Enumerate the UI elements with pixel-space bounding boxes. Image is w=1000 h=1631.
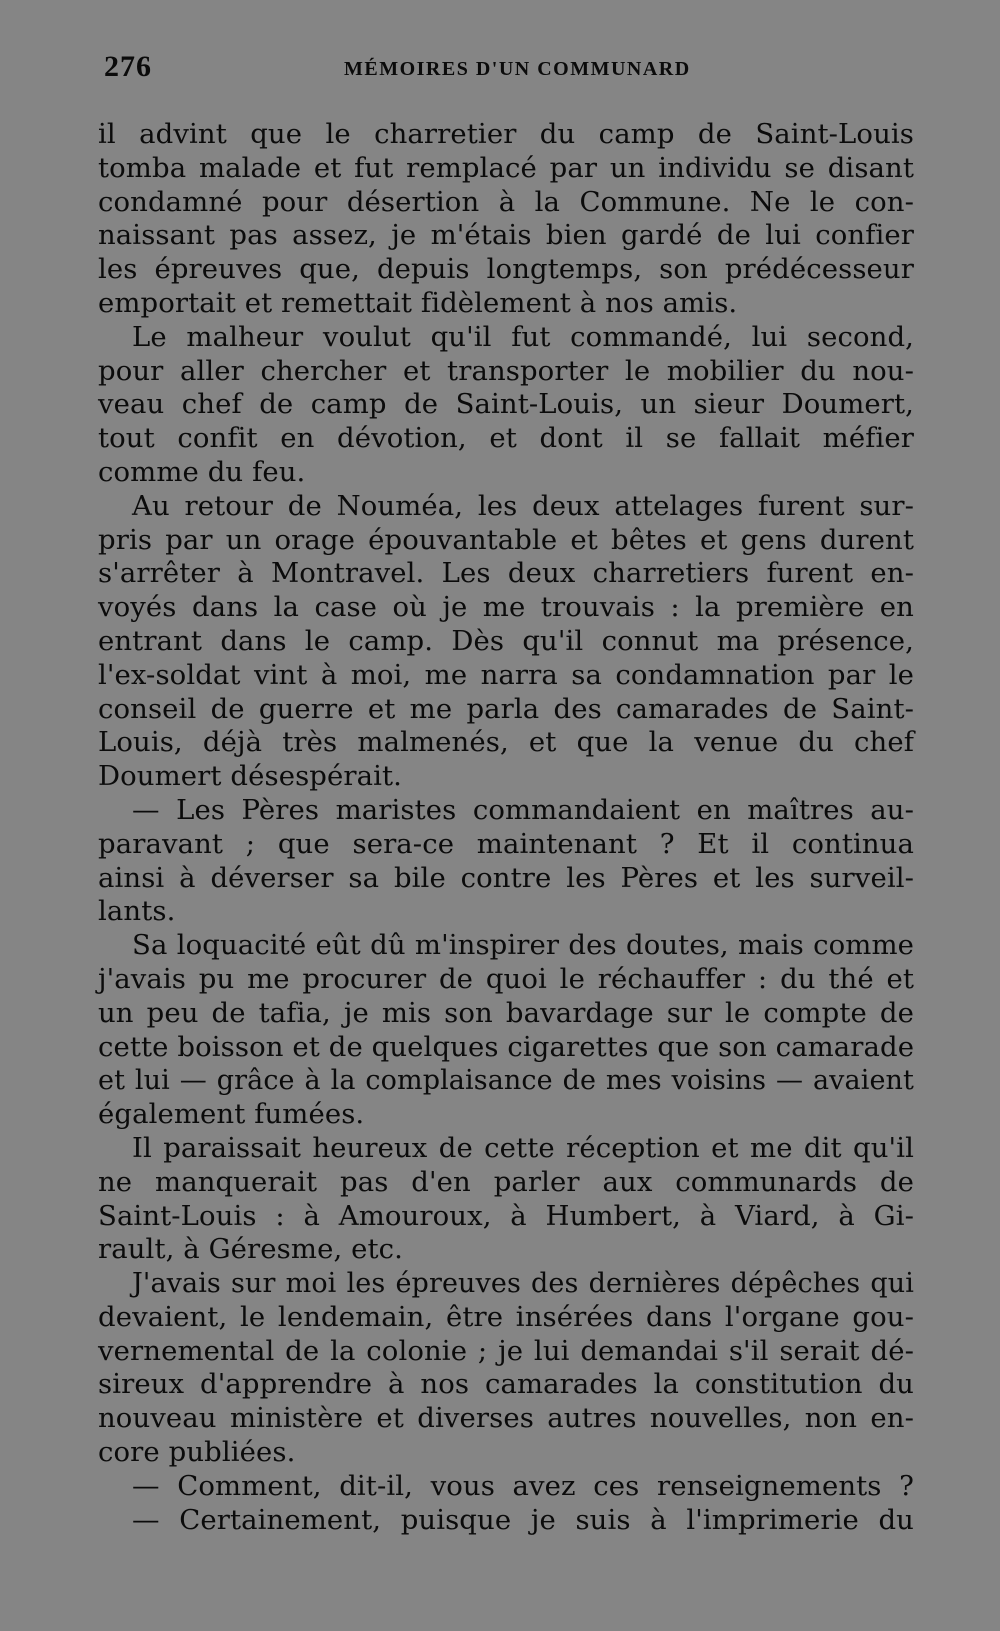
text-line: lants. <box>98 895 176 928</box>
text-line: ainsi à déverser sa bile contre les Pères et les surveil- <box>98 861 914 894</box>
text-line: — Certainement, puisque je suis à l'imprimerie du <box>132 1503 914 1536</box>
text-line: l'ex-soldat vint à moi, me narra sa condamnation par le <box>98 658 914 691</box>
text-line: comme du feu. <box>98 455 306 488</box>
text-line: il advint que le charretier du camp de Saint-Louis <box>98 118 914 150</box>
text-line: conseil de guerre et me parla des camarades de Saint- <box>98 692 914 725</box>
text-line: tout confit en dévotion, et dont il se fallait méfier <box>98 422 914 455</box>
text-line: j'avais pu me procurer de quoi le réchauffer : du thé et <box>98 962 914 995</box>
text-line: cette boisson et de quelques cigarettes que son camarade <box>98 1030 915 1063</box>
text-line: tomba malade et fut remplacé par un individu se disant <box>98 151 914 184</box>
text-line: un peu de tafia, je mis son bavardage sur le compte de <box>98 996 914 1029</box>
text-line: ne manquerait pas d'en parler aux communards de <box>98 1165 914 1198</box>
text-line: core publiées. <box>98 1436 296 1469</box>
text-line: Le malheur voulut qu'il fut commandé, lui second, <box>132 320 914 353</box>
text-line: veau chef de camp de Saint-Louis, un sieur Doumert, <box>98 388 914 421</box>
text-line: vernemental de la colonie ; je lui demandai s'il serait dé- <box>98 1334 914 1367</box>
text-line: — Les Pères maristes commandaient en maîtres au- <box>132 793 914 826</box>
text-line: naissant pas assez, je m'étais bien gardé de lui confier <box>98 219 914 252</box>
text-line: nouveau ministère et diverses autres nouvelles, non en- <box>98 1402 914 1435</box>
text-line: Saint-Louis : à Amouroux, à Humbert, à Viard, à Gi- <box>98 1199 914 1232</box>
text-line: Louis, déjà très malmenés, et que la venue du chef <box>98 726 914 759</box>
text-line: J'avais sur moi les épreuves des dernières dépêches qui <box>132 1268 914 1300</box>
page-number: 276 <box>104 50 152 83</box>
text-line: rault, à Géresme, etc. <box>98 1233 403 1266</box>
text-line: devaient, le lendemain, être insérées dans l'organe gou- <box>98 1300 914 1333</box>
body-text <box>98 118 914 1537</box>
text-line: condamné pour désertion à la Commune. Ne le con- <box>98 185 914 218</box>
text-line: — Comment, dit-il, vous avez ces renseignements ? <box>132 1469 914 1502</box>
text-line: également fumées. <box>98 1098 365 1131</box>
text-line: sireux d'apprendre à nos camarades la constitution du <box>98 1368 914 1401</box>
text-line: Sa loquacité eût dû m'inspirer des doutes, mais comme <box>132 929 914 962</box>
text-line: s'arrêter à Montravel. Les deux charretiers furent en- <box>98 557 914 590</box>
text-line: Au retour de Nouméa, les deux attelages furent sur- <box>132 489 914 522</box>
text-line: Il paraissait heureux de cette réception et me dit qu'il <box>132 1131 914 1164</box>
text-line: Doumert désespérait. <box>98 760 402 793</box>
text-line: voyés dans la case où je me trouvais : la première en <box>98 591 914 624</box>
text-line: pour aller chercher et transporter le mobilier du nou- <box>98 354 914 387</box>
text-line: emportait et remettait fidèlement à nos amis. <box>98 286 738 319</box>
text-line: les épreuves que, depuis longtemps, son prédécesseur <box>98 253 914 286</box>
text-line: paravant ; que sera-ce maintenant ? Et il continua <box>98 827 914 860</box>
text-line: entrant dans le camp. Dès qu'il connut ma présence, <box>98 624 914 657</box>
page-header <box>104 50 914 90</box>
text-line: et lui — grâce à la complaisance de mes voisins — avaient <box>98 1065 914 1097</box>
running-head: MÉMOIRES D'UN COMMUNARD <box>344 58 691 80</box>
text-line: pris par un orage épouvantable et bêtes et gens durent <box>98 523 914 556</box>
